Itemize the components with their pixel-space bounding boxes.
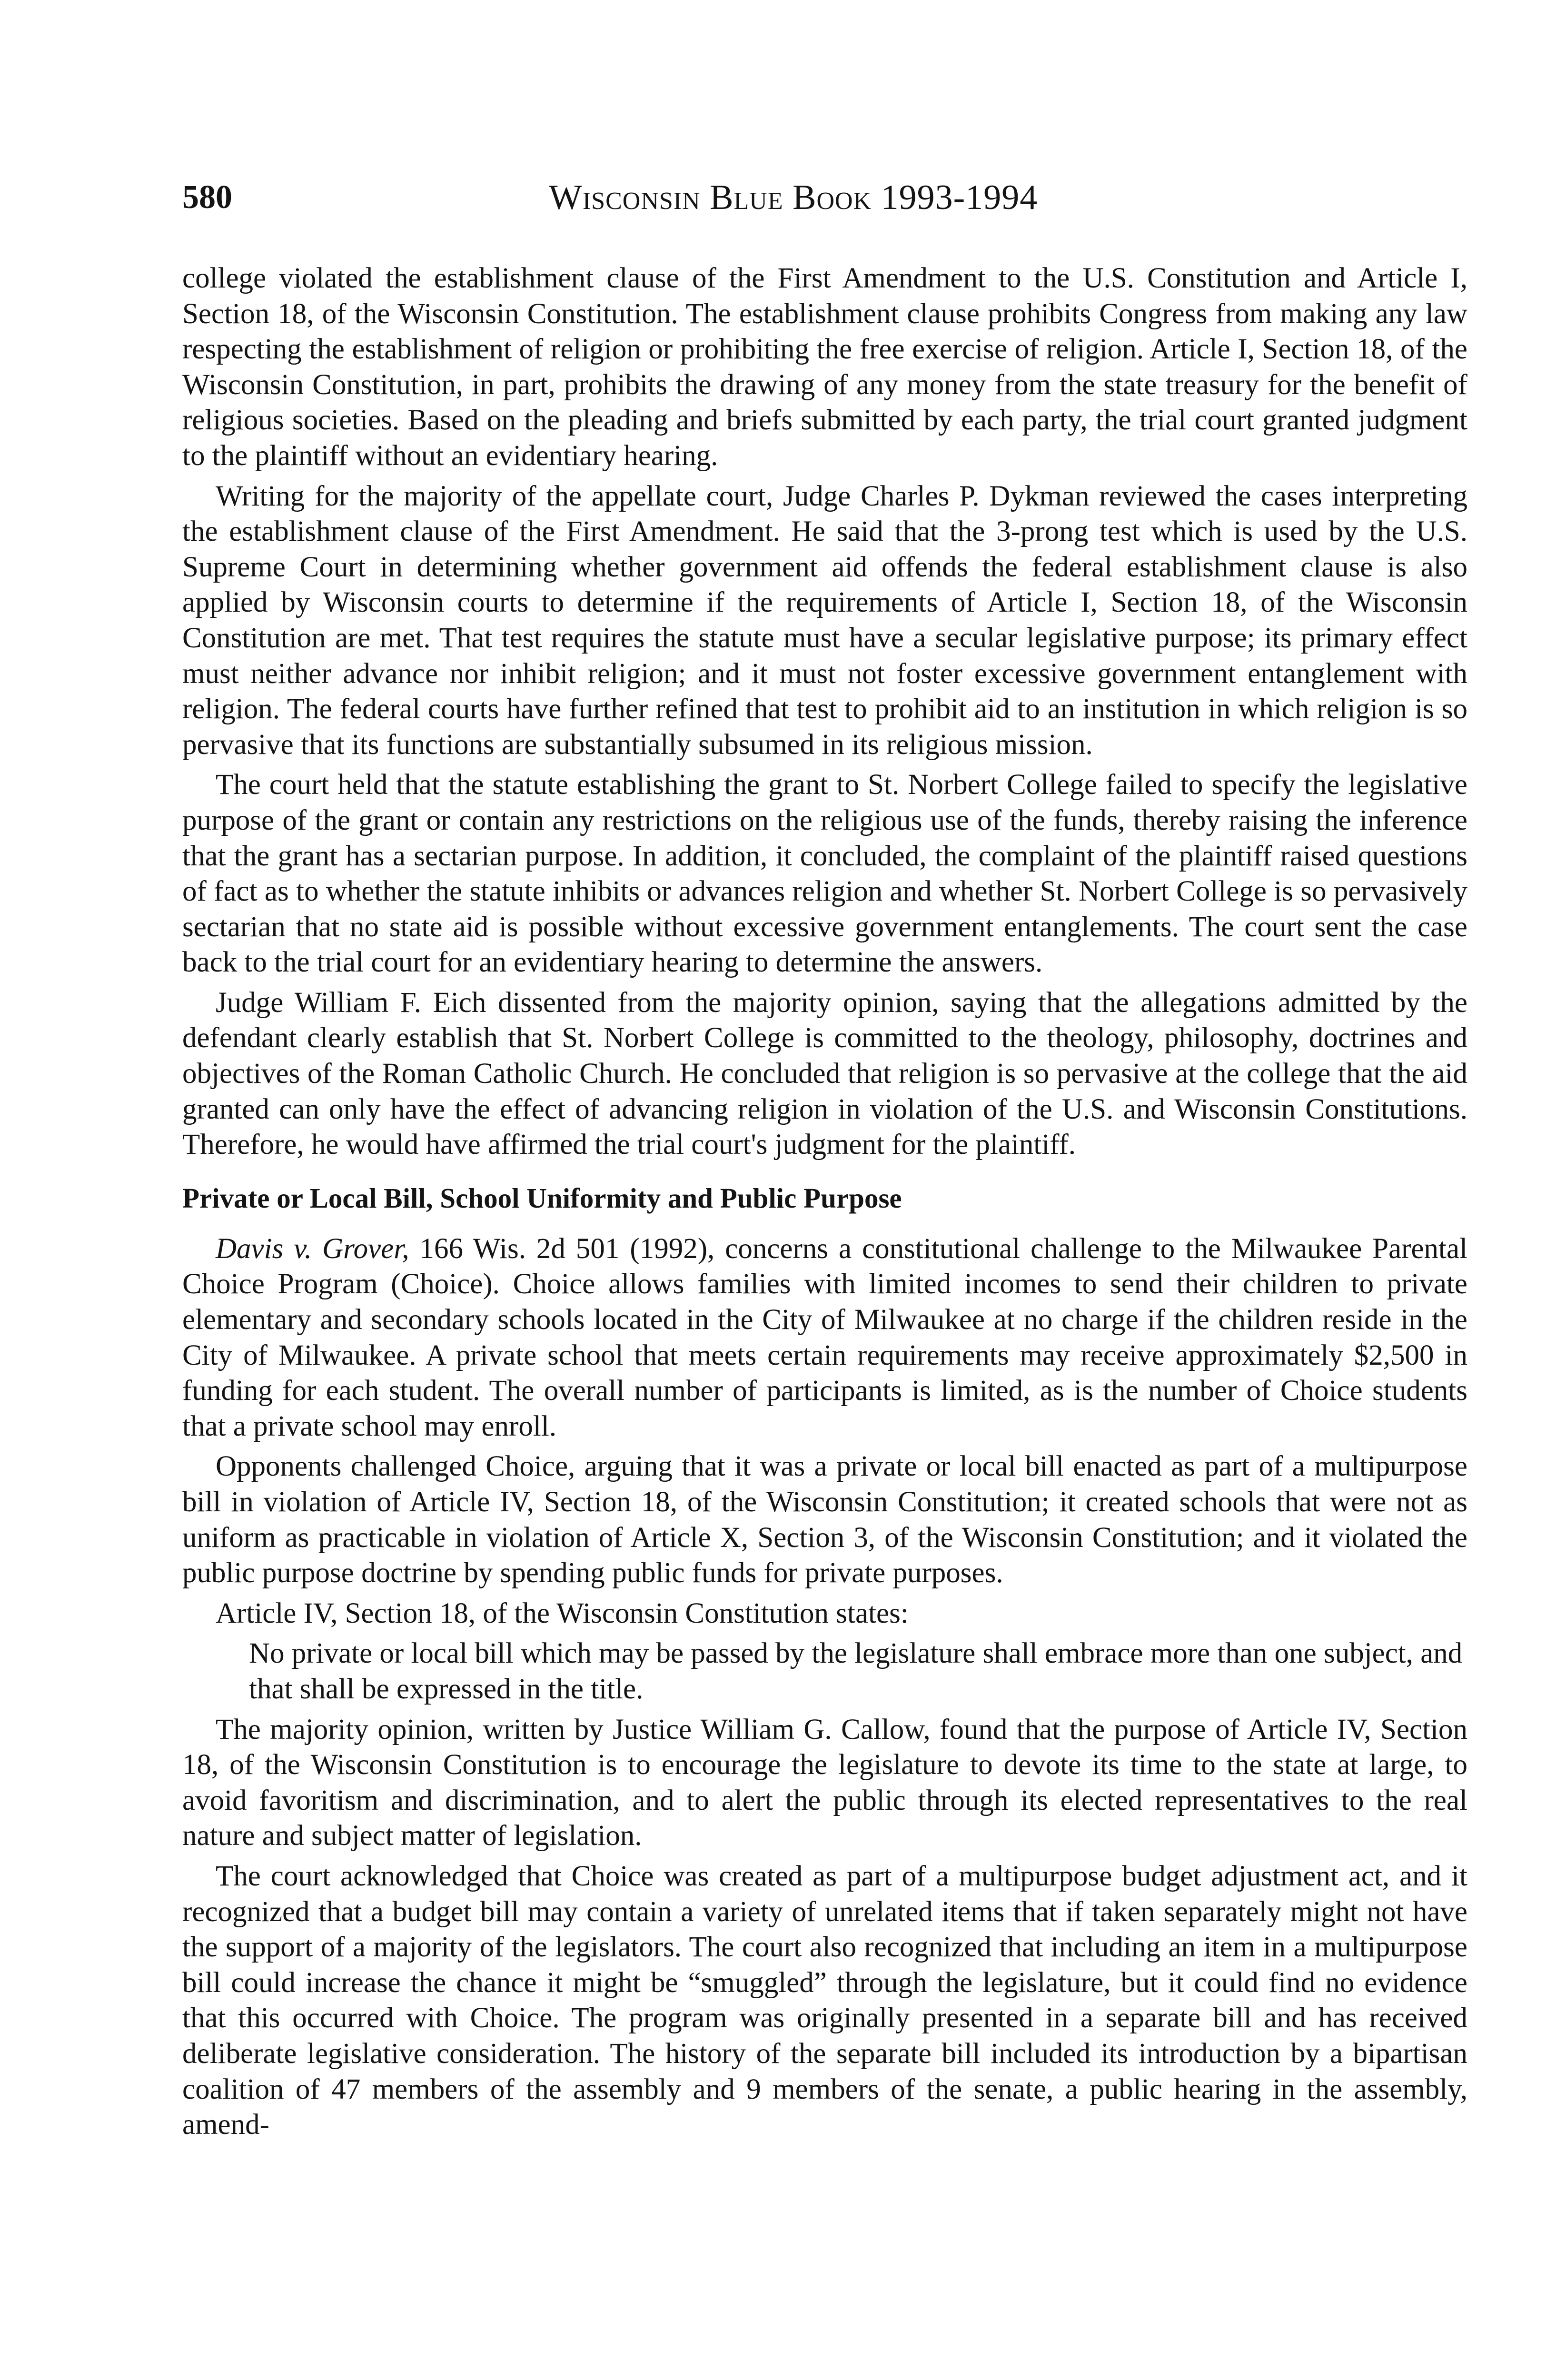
page-number: 580: [182, 179, 232, 216]
running-title: Wisconsin Blue Book 1993-1994: [549, 178, 1038, 217]
paragraph: The court held that the statute establishing the grant to St. Norbert College failed to specify the legislative purpose of the grant or contain any restrictions on the religious use of the funds, thereby raising the inference that the grant has a sectarian purpose. In addition, it concluded, the complaint of the plaintiff raised questions of fact as to whether the statute inhibits or advances religion and whether St. Norbert College is so pervasively sectarian that no state aid is possible without excessive government entanglements. The court sent the case back to the trial court for an evidentiary hearing to determine the answers.: [182, 769, 1467, 979]
body-text: [182, 261, 1467, 2148]
paragraph: [182, 1231, 1467, 1445]
paragraph: college violated the establishment clause of the First Amendment to the U.S. Constitution and Article I, Section 18, of the Wisconsin Constitution. The establishment clause prohibits Congress from making any law respecting the establishment of religion or prohibiting the free exercise of religion. Article I, Section 18, of the Wisconsin Constitution, in part, prohibits the drawing of any money from the state treasury for the benefit of religious societies. Based on the pleading and briefs submitted by each party, the trial court granted judgment to the plaintiff without an evidentiary hearing.: [182, 262, 1467, 472]
section-heading: Private or Local Bill, School Uniformity and Public Purpose: [182, 1182, 902, 1214]
block-quote: No private or local bill which may be passed by the legislature shall embrace more than one subject, and that shall be expressed in the title.: [249, 1637, 1463, 1705]
paragraph: Judge William F. Eich dissented from the majority opinion, saying that the allegations admitted by the defendant clearly establish that St. Norbert College is committed to the theology, philosophy, doctrines and objectives of the Roman Catholic Church. He concluded that religion is so pervasive at the college that the aid granted can only have the effect of advancing religion in violation of the U.S. and Wisconsin Constitutions. Therefore, he would have affirmed the trial court's judgment for the plaintiff.: [182, 986, 1467, 1161]
paragraph: The majority opinion, written by Justice William G. Callow, found that the purpose of Article IV, Section 18, of the Wisconsin Constitution is to encourage the legislature to devote its time to the state at large, to avoid favoritism and discrimination, and to alert the public through its elected representatives to the real nature and subject matter of legislation.: [182, 1713, 1467, 1852]
paragraph: The court acknowledged that Choice was created as part of a multipurpose budget adjustment act, and it recognized that a budget bill may contain a variety of unrelated items that if taken separately might not have the support of a majority of the legislators. The court also recognized that including an item in a multipurpose bill could increase the chance it might be “smuggled” through the legislature, but it could find no evidence that this occurred with Choice. The program was originally presented in a separate bill and has received deliberate legislative consideration. The history of the separate bill included its introduction by a bipartisan coalition of 47 members of the assembly and 9 members of the senate, a public hearing in the assembly, amend-: [182, 1860, 1467, 2141]
page-header: [182, 174, 1467, 221]
paragraph: Writing for the majority of the appellate court, Judge Charles P. Dykman reviewed the cases interpreting the establishment clause of the First Amendment. He said that the 3-prong test which is used by the U.S. Supreme Court in determining whether government aid offends the federal establishment clause is also applied by Wisconsin courts to determine if the requirements of Article I, Section 18, of the Wisconsin Constitution are met. That test requires the statute must have a secular legislative purpose; its primary effect must neither advance nor inhibit religion; and it must not foster excessive government entanglement with religion. The federal courts have further refined that test to prohibit aid to an institution in which religion is so pervasive that its functions are substantially subsumed in its religious mission.: [182, 480, 1467, 761]
case-citation: Davis v. Grover,: [216, 1232, 409, 1265]
paragraph: Opponents challenged Choice, arguing that it was a private or local bill enacted as part of a multipurpose bill in violation of Article IV, Section 18, of the Wisconsin Constitution; it created schools that were not as uniform as practicable in violation of Article X, Section 3, of the Wisconsin Constitution; and it violated the public purpose doctrine by spending public funds for private purposes.: [182, 1450, 1467, 1589]
paragraph: Article IV, Section 18, of the Wisconsin Constitution states:: [216, 1597, 909, 1629]
paragraph-text: 166 Wis. 2d 501 (1992), concerns a constitutional challenge to the Milwaukee Parental Choice Program (Choice). Choice allows families with limited incomes to send their children to private elementary and secondary schools located in the City of Milwaukee at no charge if the children reside in the City of Milwaukee. A private school that meets certain requirements may receive approximately $2,500 in funding for each student. The overall number of participants is limited, as is the number of Choice students that a private school may enroll.: [182, 1232, 1468, 1442]
